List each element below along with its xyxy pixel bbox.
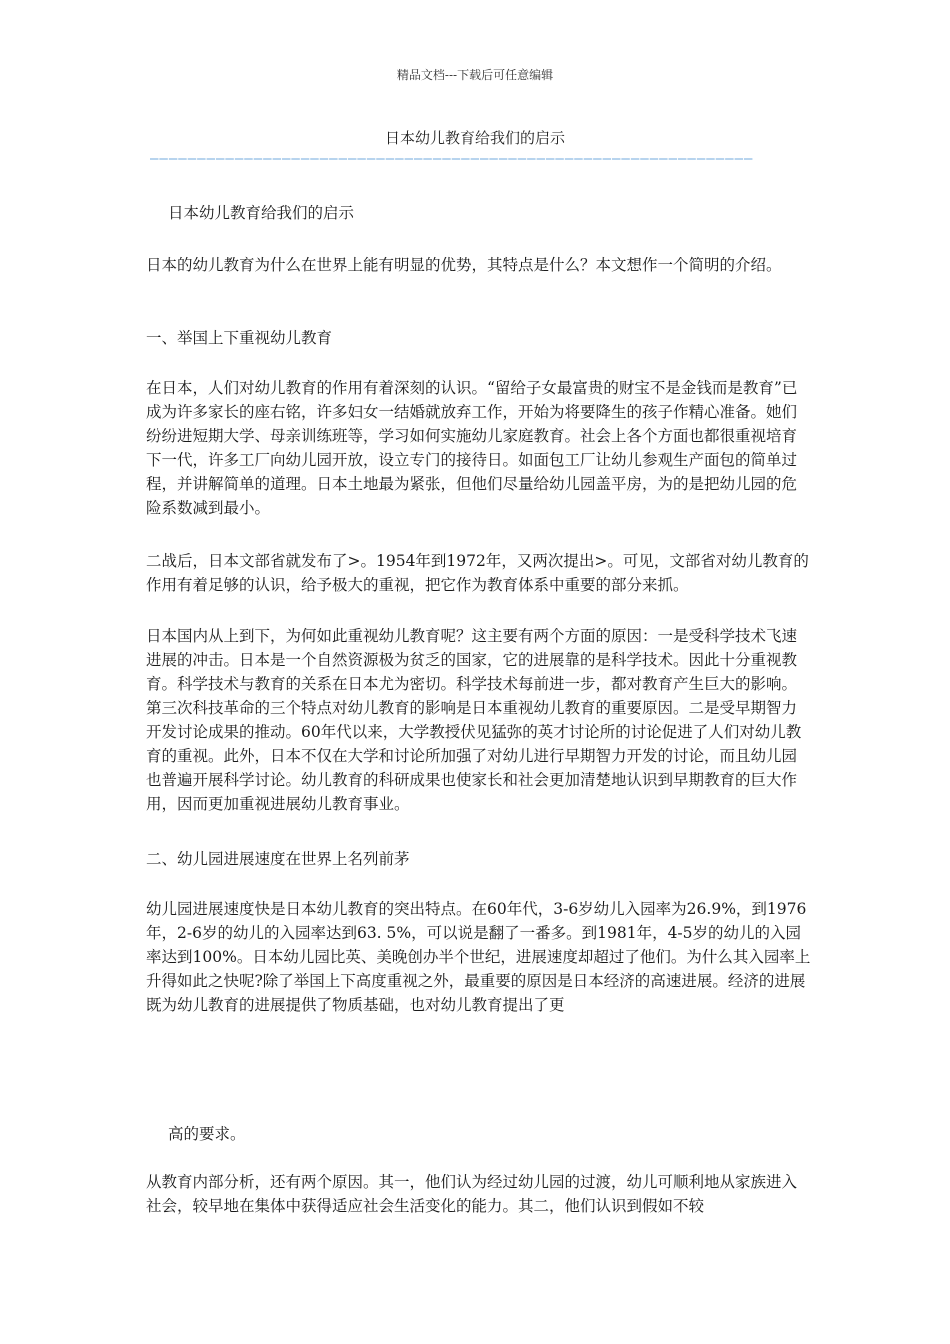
paragraph-text: 二战后，日本文部省就发布了>。1954年到1972年，又两次提出>。可见，文部省对幼儿教育的作用有着足够的认识，给予极大的重视，把它作为教育体系中重要的部分来抓。	[146, 552, 809, 594]
paragraph-1	[146, 376, 812, 520]
paragraph-2	[146, 549, 812, 597]
heading-text: 二、幼儿园进展速度在世界上名列前茅	[146, 850, 410, 868]
document-title: 日本幼儿教育给我们的启示	[384, 129, 565, 147]
intro-text: 日本的幼儿教育为什么在世界上能有明显的优势，其特点是什么？本文想作一个简明的介绍。	[146, 256, 782, 274]
intro-paragraph	[146, 253, 812, 277]
paragraph-text: 日本国内从上到下，为何如此重视幼儿教育呢？这主要有两个方面的原因：一是受科学技术飞速进展的冲击。日本是一个自然资源极为贫乏的国家，它的进展靠的是科学技术。因此十分重视教育。科学技术与教育的关系在日本尤为密切。科学技术每前进一步，都对教育产生巨大的影响。第三次科技革命的三个特点对幼儿教育的影响是日本重视幼儿教育的重要原因。二是受早期智力开发讨论成果的推动。60年代以来，大学教授伏见猛弥的英才讨论所的讨论促进了人们对幼儿教育的重视。此外，日本不仅在大学和讨论所加强了对幼儿进行早期智力开发的讨论，而且幼儿园也普遍开展科学讨论。幼儿教育的科研成果也使家长和社会更加清楚地认识到早期教育的巨大作用，因而更加重视进展幼儿教育事业。	[146, 627, 802, 813]
paragraph-6	[146, 1170, 812, 1218]
paragraph-text: 幼儿园进展速度快是日本幼儿教育的突出特点。在60年代，3-6岁幼儿入园率为26.9%，到1976年，2-6岁的幼儿的入园率达到63. 5%，可以说是翻了一番多。到1981年，4-5岁的幼儿的入园率达到100%。日本幼儿园比英、美晚创办半个世纪，进展速度却超过了他们。为什么其入园率上升得如此之快呢?除了举国上下高度重视之外，最重要的原因是日本经济的高速进展。经济的进展既为幼儿教育的进展提供了物质基础，也对幼儿教育提出了更	[146, 900, 811, 1014]
section-heading-2	[146, 847, 812, 871]
body-subtitle	[146, 201, 812, 225]
heading-text: 一、举国上下重视幼儿教育	[146, 329, 333, 347]
subtitle-text: 日本幼儿教育给我们的启示	[168, 204, 355, 222]
header-note: 精品文档---下载后可任意编辑	[396, 68, 554, 82]
paragraph-text: 从教育内部分析，还有两个原因。其一，他们认为经过幼儿园的过渡，幼儿可顺利地从家族进入社会，较早地在集体中获得适应社会生活变化的能力。其二，他们认识到假如不较	[146, 1173, 798, 1215]
paragraph-text: 在日本，人们对幼儿教育的作用有着深刻的认识。“留给子女最富贵的财宝不是金钱而是教育”已成为许多家长的座右铭，许多妇女一结婚就放弃工作，开始为将要降生的孩子作精心准备。她们纷纷进短期大学、母亲训练班等，学习如何实施幼儿家庭教育。社会上各个方面也都很重视培育下一代，许多工厂向幼儿园开放，设立专门的接待日。如面包工厂让幼儿参观生产面包的简单过程，并讲解简单的道理。日本土地最为紧张，但他们尽量给幼儿园盖平房，为的是把幼儿园的危险系数减到最小。	[146, 379, 798, 517]
section-heading-1	[146, 326, 812, 350]
paragraph-4	[146, 897, 812, 1017]
paragraph-text: 高的要求。	[168, 1125, 246, 1143]
title-divider: ————————————————————————————————————————————————————————————————	[150, 151, 754, 165]
paragraph-5	[146, 1122, 812, 1146]
paragraph-3	[146, 624, 812, 816]
